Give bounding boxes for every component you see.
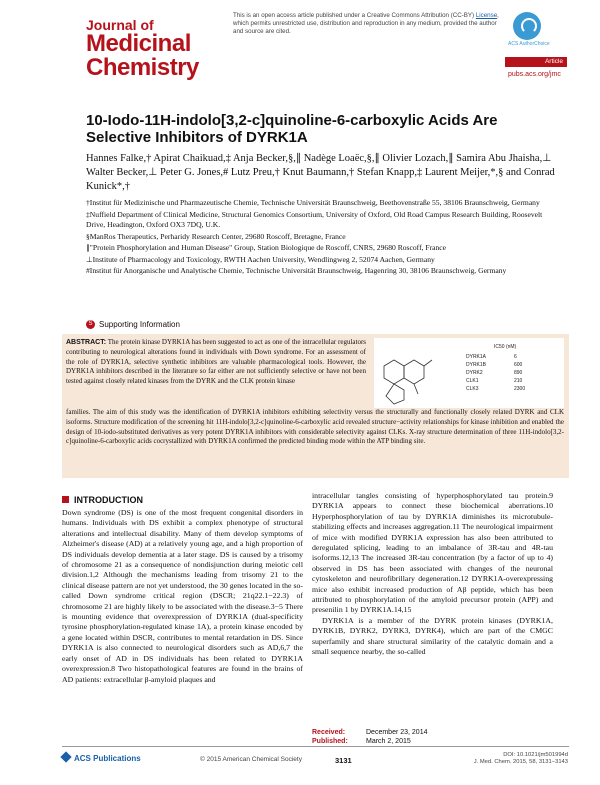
published-date: March 2, 2015 xyxy=(366,738,411,745)
toc-label: DYRK2 xyxy=(466,370,483,376)
affiliation: §ManRos Therapeutics, Perharidy Research Center, 29680 Roscoff, Bretagne, France xyxy=(86,231,346,241)
affiliation: ‡Nuffield Department of Clinical Medicine, Structural Genomics Consortium, University of Oxford, Old Road Campus Research Building, Roosevelt Drive, Headington, Oxford OX3 7DQ, U.K. xyxy=(86,209,543,229)
oa-notice-text: This is an open access article published under a Creative Commons Attribution (CC-BY) xyxy=(233,12,475,19)
page-number: 3131 xyxy=(335,756,352,765)
open-access-notice xyxy=(233,12,503,36)
doi[interactable]: DOI: 10.1021/jm501994d xyxy=(503,752,568,758)
section-marker-icon xyxy=(62,496,69,503)
badge-label: ACS AuthorChoice xyxy=(508,41,550,47)
toc-label: CLK3 xyxy=(466,386,479,392)
doi-citation xyxy=(460,752,568,766)
oa-notice-text-2: , which permits unrestricted use, distribution and reproduction in any medium, provided the author and source are cited. xyxy=(233,12,499,35)
toc-label: CLK1 xyxy=(466,378,479,384)
toc-label: DYRK1A xyxy=(466,354,487,360)
license-link[interactable]: License xyxy=(475,12,498,19)
footer-divider xyxy=(62,746,569,747)
paragraph: intracellular tangles consisting of hyperphosphorylated tau protein.9 DYRK1A appears to connect these biochemical aberrations.10 Hyperphosphorylation of tau by DYRK1A diminishes its microtubule-stabilizing effects and increases aggregation.11 The neurological impairment of mice with modified DYRK1A expression has also been attributed to deregulated splicing, leading to an imbalance of 3R-tau and 4R-tau isoforms.12,13 The increased 3R-tau concentration (by a factor of up to 4) observed in DS has been associated with changes of the neuronal cytoskeleton and neurofibrillary degeneration.12 DYRK1A-overexpressing mice also exhibit increased production of Aβ peptide, which has been attributed to phosphorylation of the amyloid precursor protein (APP) and presenilin 1 by DYRK1A.14,15 xyxy=(312,491,553,615)
section-heading xyxy=(62,495,143,505)
article-dates xyxy=(312,728,427,746)
published-label: Published: xyxy=(312,738,348,745)
journal-name-line3: Chemistry xyxy=(86,54,199,81)
journal-logo xyxy=(86,18,199,80)
toc-value: 2300 xyxy=(514,386,526,392)
affiliations xyxy=(86,198,556,278)
copyright: © 2015 American Chemical Society xyxy=(200,756,302,763)
supporting-info-link[interactable] xyxy=(86,320,180,329)
article-type-tab: Article xyxy=(505,57,567,67)
publisher-name: ACS Publications xyxy=(74,754,141,763)
received-label: Received: xyxy=(312,729,346,736)
article-title: 10-Iodo-11H-indolo[3,2-c]quinoline-6-carboxylic Acids Are Selective Inhibitors of DYRK1A xyxy=(86,112,498,146)
intro-column-left xyxy=(62,508,303,685)
section-heading-label: INTRODUCTION xyxy=(74,495,143,505)
abstract-part1 xyxy=(66,338,366,387)
journal-name-line1: Journal of xyxy=(86,17,154,33)
acs-logo-icon xyxy=(60,751,71,762)
affiliation: †Institut für Medizinische und Pharmazeutische Chemie, Technische Universität Braunschweig, Beethovenstraße 55, 38106 Braunschweig, Germany xyxy=(86,198,540,207)
paragraph: DYRK1A is a member of the DYRK protein kinases (DYRK1A, DYRK1B, DYRK2, DYRK3, DYRK4), which are part of the CMGC superfamily and share structural similarity of the catalytic domain and a small sequence nearby, the so-called xyxy=(312,615,553,657)
toc-label: DYRK1B xyxy=(466,362,487,368)
toc-value: 600 xyxy=(514,362,523,368)
citation: J. Med. Chem. 2015, 58, 3131−3143 xyxy=(473,759,568,765)
paragraph: Down syndrome (DS) is one of the most frequent congenital disorders in humans. Individuals with DS exhibit a complex phenotype of structural alterations and intellectual disability. Many of them develop symptoms of Alzheimer's disease (AD) at a relatively young age, and a high proportion of DS individuals develop dementia at a later stage. DS is caused by a trisomy of chromosome 21 as a consequence of nondisjunction during meiotic cell division.1,2 Although the mechanisms leading from trisomy 21 to the clinical disease pattern are not yet understood, the 30 genes located in the so-called Down syndrome critical region (DSCR; 21q22.1−22.3) of chromosome 21 are highly likely to be associated with the disease.3−5 There is mounting evidence that overexpression of DYRK1A (dual-specificity tyrosine phosphorylation-regulated kinase 1A), a protein kinase encoded by a gene located within DSCR, contributes to mental retardation in DS. Since DYRK1A is also connected to neurological disorders such as AD,6,7 the early onset of AD in DS individuals has been related to DYRK1A overexpression.8 Two histopathological features are found in the brains of AD patients: extracellular β-amyloid plaques and xyxy=(62,508,303,684)
journal-site-link[interactable]: pubs.acs.org/jmc xyxy=(508,71,561,78)
authorchoice-badge-icon xyxy=(513,12,541,40)
toc-graphic xyxy=(374,338,564,408)
toc-value: 6 xyxy=(514,354,517,360)
toc-value: 210 xyxy=(514,378,523,384)
supporting-info-label: Supporting Information xyxy=(99,320,180,329)
author-list: Hannes Falke,† Apirat Chaikuad,‡ Anja Becker,§,∥ Nadège Loaëc,§,∥ Olivier Lozach,∥ Samira Abu Jhaisha,⊥ Walter Becker,⊥ Peter G. Jones,# Lutz Preu,† Knut Baumann,† Stefan Knapp,‡ Laurent Meijer,*,§ and Conrad Kunick*,† xyxy=(86,153,555,192)
affiliation: ∥"Protein Phosphorylation and Human Disease" Group, Station Biologique de Roscoff, CNRS, 29680 Roscoff, France xyxy=(86,243,447,252)
abstract-label: ABSTRACT: xyxy=(66,339,107,346)
toc-label: IC50 (nM) xyxy=(494,344,517,350)
intro-column-right xyxy=(312,491,553,658)
affiliation: #Institut für Anorganische und Analytische Chemie, Technische Universität Braunschweig, Hagenring 30, 38106 Braunschweig, Germany xyxy=(86,266,507,275)
toc-value: 890 xyxy=(514,370,523,376)
affiliation: ⊥Institute of Pharmacology and Toxicology, RWTH Aachen University, Wendlingweg 2, 52074 Aachen, Germany xyxy=(86,254,435,264)
abstract-part2: families. The aim of this study was the identification of DYRK1A inhibitors exhibiting selectivity versus the structurally and functionally closely related DYRK and CLK isoforms. Structure modification of the screening hit 11H-indolo[3,2-c]quinoline-6-carboxylic acid revealed structure−activity relationships for kinase inhibition and enabled the design of 10-iodo-substituted derivatives as very potent DYRK1A inhibitors with considerable selectivity against CLKs. X-ray structure determination of three 11H-indolo[3,2-c]quinoline-6-carboxylic acids cocrystallized with DYRK1A confirmed the predicted binding mode within the ATP binding site. xyxy=(66,408,564,446)
received-date: December 23, 2014 xyxy=(366,729,428,736)
info-icon: S xyxy=(86,320,95,329)
abstract-text-1: The protein kinase DYRK1A has been suggested to act as one of the intracellular regulators contributing to neurological alterations found in individuals with Down syndrome. For an assessment of the role of DYRK1A, selective synthetic inhibitors are valuable pharmacological tools. However, the DYRK1A inhibitors described in the literature so far either are not sufficiently selective or have not been tested against closely related kinases from the DYRK and the CLK protein kinase xyxy=(66,338,366,386)
publisher-logo xyxy=(62,753,141,763)
journal-name-line2: Medicinal xyxy=(86,30,191,57)
